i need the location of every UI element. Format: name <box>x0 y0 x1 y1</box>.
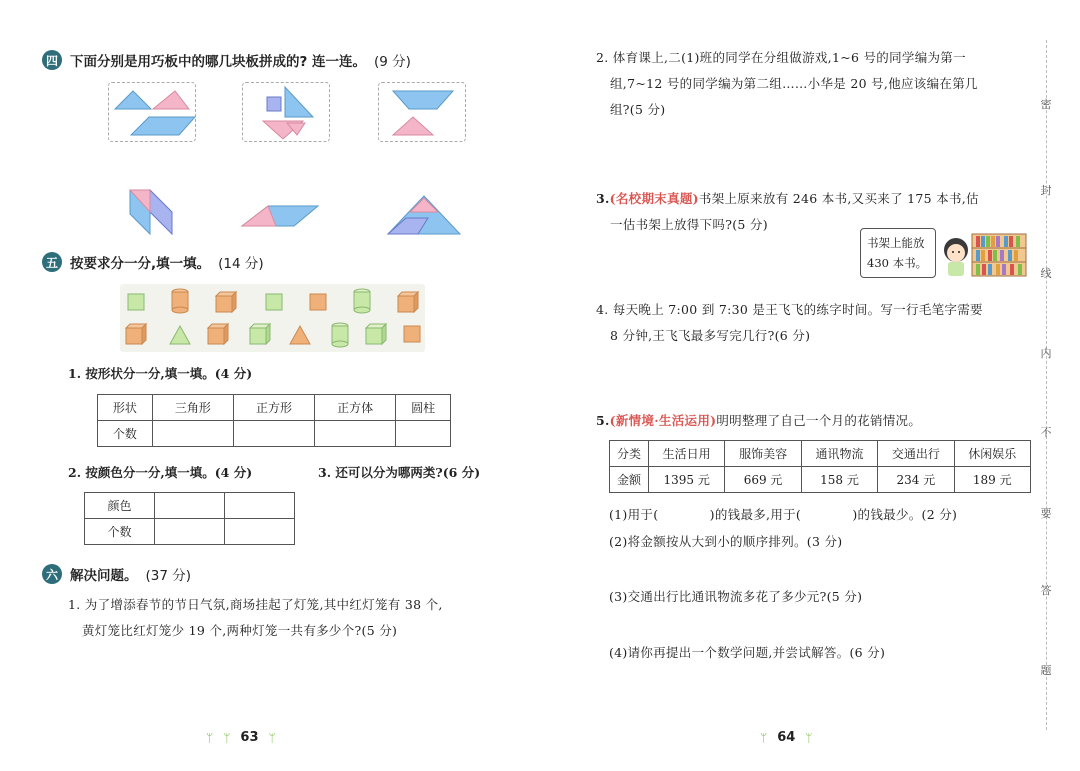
table-cell: 1395 元 <box>648 467 724 493</box>
page-number: 64 <box>777 730 796 745</box>
table-row-label: 颜色 <box>85 493 155 519</box>
table-header: 圆柱 <box>396 395 451 421</box>
binding-char: 题 <box>1040 664 1052 677</box>
binding-char: 封 <box>1040 184 1052 197</box>
table-header: 服饰美容 <box>725 441 801 467</box>
section-badge: 五 <box>42 252 62 272</box>
answer-cell[interactable] <box>155 493 225 519</box>
sprout-icon: ᛘ <box>760 730 768 745</box>
table-cell: 158 元 <box>801 467 877 493</box>
question-line: 一估书架上放得下吗?(5 分) <box>610 217 768 232</box>
question-2 <box>596 45 1036 123</box>
sprout-icon: ᛘ <box>206 730 214 745</box>
question-line: 4. 每天晚上 7:00 到 7:30 是王飞飞的练字时间。写一行毛笔字需要 <box>596 302 983 317</box>
section-title: 解决问题。 <box>70 568 138 584</box>
section-badge: 四 <box>42 50 62 70</box>
section-title: 按要求分一分,填一填。 <box>70 256 211 272</box>
binding-char: 要 <box>1040 507 1052 520</box>
table-row-label: 个数 <box>98 421 153 447</box>
question-line: 1. 为了增添春节的节日气氛,商场挂起了灯笼,其中红灯笼有 38 个, <box>68 597 443 612</box>
tangram-figure-3 <box>379 83 467 143</box>
binding-char: 内 <box>1040 347 1052 360</box>
question-line: 黄灯笼比红灯笼少 19 个,两种灯笼一共有多少个?(5 分) <box>82 623 398 638</box>
page-footer-left <box>206 730 276 745</box>
subquestion-1: (1)用于( )的钱最多,用于( )的钱最少。(2 分) <box>609 507 958 522</box>
color-count-table <box>84 492 295 545</box>
question-line: 2. 体育课上,二(1)班的同学在分组做游戏,1~6 号的同学编为第一 <box>596 50 966 65</box>
answer-cell[interactable] <box>225 519 295 545</box>
question-number: 3. <box>596 191 610 206</box>
table-cell: 金额 <box>610 467 649 493</box>
question-5-2: 2. 按颜色分一分,填一填。(4 分) <box>68 465 253 480</box>
table-header: 三角形 <box>152 395 233 421</box>
question-text: 明明整理了自己一个月的花销情况。 <box>716 413 922 428</box>
tangram-box-1 <box>108 82 196 142</box>
binding-char: 密 <box>1040 98 1052 111</box>
page-number: 63 <box>240 730 259 745</box>
question-number: 5. <box>596 413 610 428</box>
table-header: 休闲娱乐 <box>954 441 1030 467</box>
answer-cell[interactable] <box>396 421 451 447</box>
sprout-icon: ᛘ <box>268 730 276 745</box>
answer-cell[interactable] <box>315 421 396 447</box>
binding-char: 不 <box>1040 426 1052 439</box>
bubble-line: 书架上能放 <box>867 236 925 250</box>
shape-count-table <box>97 394 451 447</box>
tangram-shape-c <box>384 190 464 238</box>
binding-char: 线 <box>1040 267 1052 280</box>
table-header: 通讯物流 <box>801 441 877 467</box>
section-6-heading <box>42 564 191 584</box>
shapes-panel <box>120 284 425 352</box>
answer-cell[interactable] <box>155 519 225 545</box>
section-points: (37 分) <box>145 568 192 584</box>
sprout-icon: ᛘ <box>805 730 813 745</box>
speech-bubble <box>860 228 936 278</box>
binding-line <box>1046 40 1047 730</box>
subquestion-4: (4)请你再提出一个数学问题,并尝试解答。(6 分) <box>609 645 886 660</box>
question-line: 组,7~12 号的同学编为第二组……小华是 20 号,他应该编在第几 <box>610 76 978 91</box>
subquestion-3: (3)交通出行比通讯物流多花了多少元?(5 分) <box>609 589 863 604</box>
section-badge: 六 <box>42 564 62 584</box>
question-4 <box>596 297 1036 349</box>
section-points: (14 分) <box>218 256 264 272</box>
tangram-shape-a <box>126 186 176 240</box>
page-footer-right <box>760 730 813 745</box>
tangram-figure-1 <box>109 83 197 143</box>
section-5-heading <box>42 252 264 272</box>
section-4-heading <box>42 50 411 70</box>
question-5-3: 3. 还可以分为哪两类?(6 分) <box>318 465 481 480</box>
table-header: 分类 <box>610 441 649 467</box>
question-line: 组?(5 分) <box>610 102 666 117</box>
question-tag: (新情境·生活运用) <box>609 413 717 428</box>
table-header: 生活日用 <box>648 441 724 467</box>
sprout-icon: ᛘ <box>223 730 231 745</box>
shapes-illustration <box>120 284 425 352</box>
tangram-box-2 <box>242 82 330 142</box>
answer-cell[interactable] <box>233 421 314 447</box>
tangram-figure-2 <box>243 83 331 143</box>
bubble-line: 430 本书。 <box>867 256 928 270</box>
table-header: 交通出行 <box>878 441 954 467</box>
girl-bookshelf-illustration <box>938 230 1028 278</box>
tangram-box-3 <box>378 82 466 142</box>
question-line: 8 分钟,王飞飞最多写完几行?(6 分) <box>610 328 811 343</box>
table-cell: 234 元 <box>878 467 954 493</box>
table-header: 形状 <box>98 395 153 421</box>
question-5-intro <box>596 408 1036 434</box>
table-row-label: 个数 <box>85 519 155 545</box>
expense-table <box>609 440 1031 493</box>
answer-cell[interactable] <box>225 493 295 519</box>
table-header: 正方体 <box>315 395 396 421</box>
binding-char: 答 <box>1040 584 1052 597</box>
question-text: 书架上原来放有 246 本书,又买来了 175 本书,估 <box>698 191 979 206</box>
table-cell: 669 元 <box>725 467 801 493</box>
section-title: 下面分别是用巧板中的哪几块板拼成的? 连一连。 <box>70 54 367 70</box>
table-header: 正方形 <box>233 395 314 421</box>
question-6-1 <box>68 592 508 644</box>
tangram-shape-b <box>238 202 322 232</box>
question-5-1: 1. 按形状分一分,填一填。(4 分) <box>68 366 253 381</box>
section-points: (9 分) <box>374 54 411 70</box>
answer-cell[interactable] <box>152 421 233 447</box>
subquestion-2: (2)将金额按从大到小的顺序排列。(3 分) <box>609 534 843 549</box>
table-cell: 189 元 <box>954 467 1030 493</box>
question-tag: (名校期末真题) <box>609 191 699 206</box>
